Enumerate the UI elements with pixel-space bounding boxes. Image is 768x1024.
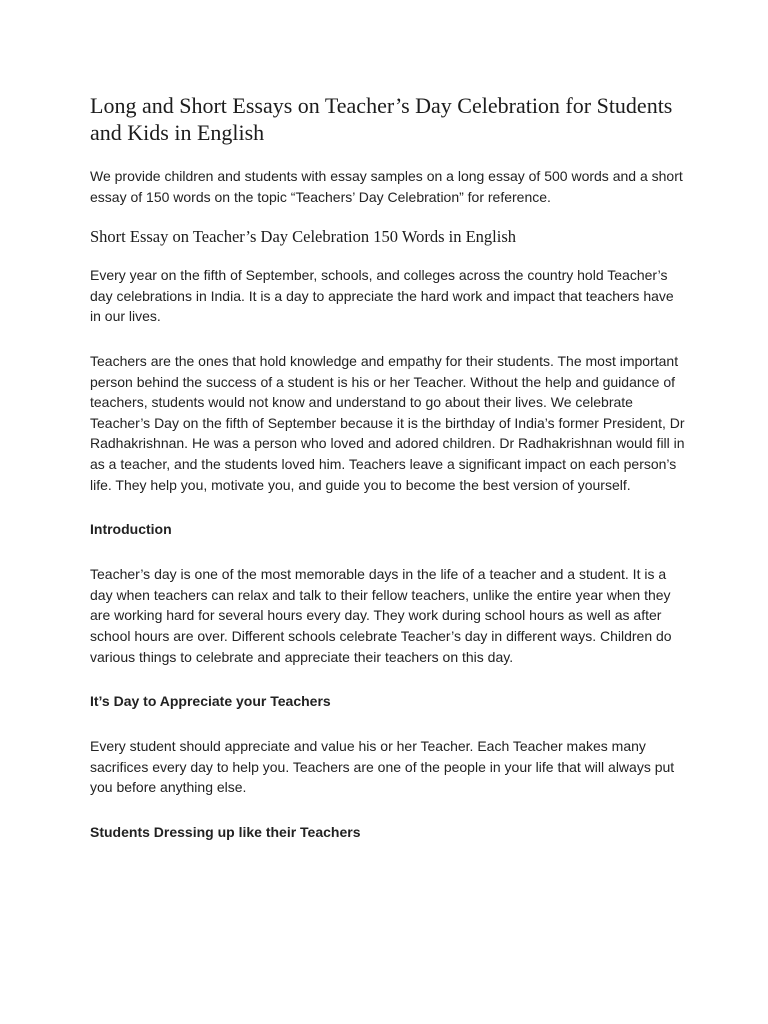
section-heading-dressing-up: Students Dressing up like their Teachers [90,823,361,840]
intro-paragraph: We provide children and students with essay samples on a long essay of 500 words and a short essay of 150 words on the topic “Teachers’ Day Celebration” for reference. [90,168,683,205]
short-essay-heading: Short Essay on Teacher’s Day Celebration 150 Words in English [90,227,516,247]
section-heading-appreciate-teachers: It’s Day to Appreciate your Teachers [90,693,331,710]
short-essay-paragraph-2: Teachers are the ones that hold knowledge and empathy for their students. The most important person behind the success of a student is his or her Teacher. Without the help and guidance of teachers, students would not know and understand to go about their lives. We celebrate Teacher’s Day on the fifth of September because it is the birthday of India’s former President, Dr Radhakrishnan. He was a person who loved and adored children. Dr Radhakrishnan would fill in as a teacher, and the students loved him. Teachers leave a significant impact on each person’s life. They help you, motivate you, and guide you to become the best version of yourself. [90,352,685,493]
section-heading-introduction: Introduction [90,521,172,538]
short-essay-paragraph-1: Every year on the fifth of September, schools, and colleges across the country hold Teacher’s day celebrations in India. It is a day to appreciate the hard work and impact that teachers have in our lives. [90,267,674,325]
introduction-paragraph: Teacher’s day is one of the most memorable days in the life of a teacher and a student. It is a day when teachers can relax and talk to their fellow teachers, unlike the entire year when they are working hard for several hours every day. They work during school hours as well as after school hours are over. Different schools celebrate Teacher’s day in different ways. Children do various things to celebrate and appreciate their teachers on this day. [90,566,672,665]
appreciate-teachers-paragraph: Every student should appreciate and value his or her Teacher. Each Teacher makes many sacrifices every day to help you. Teachers are one of the people in your life that will always put you before anything else. [90,738,675,796]
document-title: Long and Short Essays on Teacher’s Day Celebration for Students and Kids in English [90,93,673,145]
